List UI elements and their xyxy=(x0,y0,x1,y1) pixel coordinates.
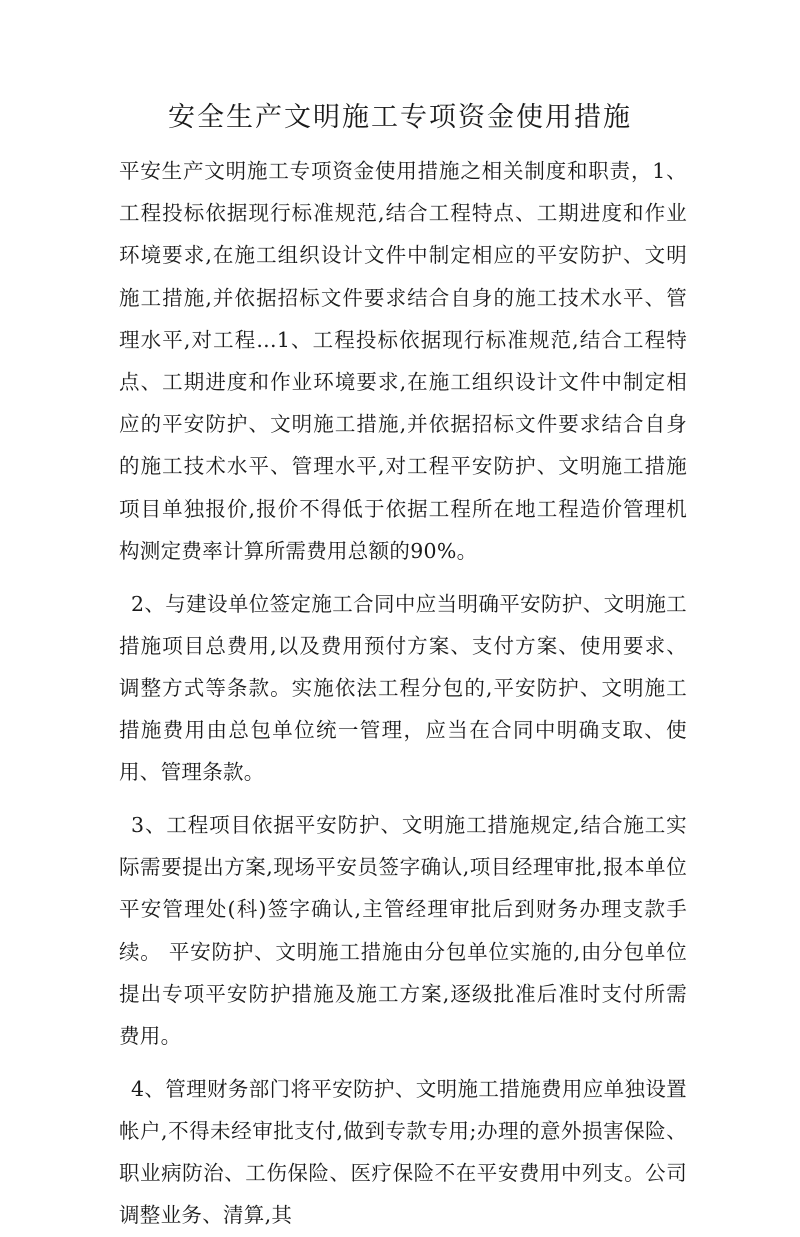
paragraph-1: 平安生产文明施工专项资金使用措施之相关制度和职责，1、工程投标依据现行标准规范,结合工程特点、工期进度和作业环境要求,在施工组织设计文件中制定相应的平安防护、文明施工措施,并依据招标文件要求结合自身的施工技术水平、管理水平,对工程...1、工程投标依据现行标准规范,结合工程特点、工期进度和作业环境要求,在施工组织设计文件中制定相应的平安防护、文明施工措施,并依据招标文件要求结合自身的施工技术水平、管理水平,对工程平安防护、文明施工措施项目单独报价,报价不得低于依据工程所在地工程造价管理机构测定费率计算所需费用总额的90%。 xyxy=(119,159,687,563)
document-body xyxy=(119,150,687,1237)
paragraph-2: 2、与建设单位签定施工合同中应当明确平安防护、文明施工措施项目总费用,以及费用预付方案、支付方案、使用要求、调整方式等条款。实施依法工程分包的,平安防护、文明施工措施费用由总包单位统一管理，应当在合同中明确支取、使用、管理条款。 xyxy=(119,591,687,785)
paragraph-3: 3、工程项目依据平安防护、文明施工措施规定,结合施工实际需要提出方案,现场平安员签字确认,项目经理审批,报本单位平安管理处(科)签字确认,主管经理审批后到财务办理支款手续。 平安防护、文明施工措施由分包单位实施的,由分包单位提出专项平安防护措施及施工方案,逐级批准后准时支付所需费用。 xyxy=(119,813,687,1049)
document-title: 安全生产文明施工专项资金使用措施 xyxy=(168,102,632,133)
paragraph-4: 4、管理财务部门将平安防护、文明施工措施费用应单独设置帐户,不得未经审批支付,做到专款专用;办理的意外损害保险、职业病防治、工伤保险、医疗保险不在平安费用中列支。公司调整业务、清算,其 xyxy=(119,1076,687,1228)
